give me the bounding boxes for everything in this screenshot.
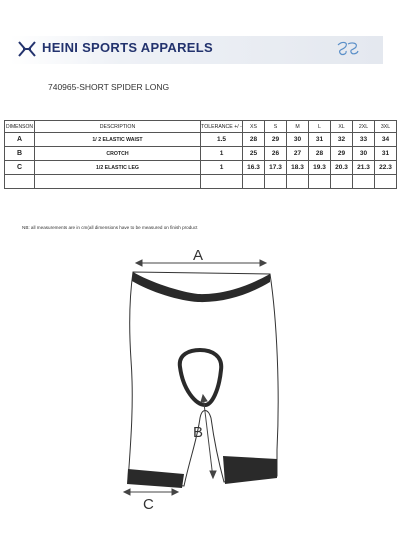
header-cell: TOLERANCE +/ - [201,121,243,133]
tolerance-cell: 1.5 [201,133,243,147]
size-cell: 25 [243,147,265,161]
size-cell: 27 [287,147,309,161]
size-cell: 18.3 [287,161,309,175]
dimension-cell: C [5,161,35,175]
size-cell: 29 [331,147,353,161]
header-cell: DIMENSON [5,121,35,133]
header-cell: L [309,121,331,133]
size-cell: 28 [243,133,265,147]
size-cell: 31 [309,133,331,147]
size-cell: 29 [265,133,287,147]
header-cell: 3XL [375,121,397,133]
size-cell: 30 [353,147,375,161]
header-cell: M [287,121,309,133]
size-cell: 19.3 [309,161,331,175]
size-cell: 31 [375,147,397,161]
dimension-cell: B [5,147,35,161]
label-c: C [143,496,154,513]
size-cell: 28 [309,147,331,161]
size-cell: 26 [265,147,287,161]
measurement-note: NB: all measurements are in cm(all dimensions have to be measured on finish product [22,225,198,230]
label-b: B [193,424,204,441]
tolerance-cell: 1 [201,161,243,175]
measurement-arrow-c [124,489,178,495]
header-cell: DESCRIPTION [35,121,201,133]
dimension-cell: A [5,133,35,147]
description-cell: 1/2 ELASTIC LEG [35,161,201,175]
size-cell: 16.3 [243,161,265,175]
size-cell: 32 [331,133,353,147]
label-a: A [193,247,204,264]
description-cell: CROTCH [35,147,201,161]
tolerance-cell: 1 [201,147,243,161]
size-cell: 34 [375,133,397,147]
leg-band-right [223,456,277,484]
description-cell: 1/ 2 ELASTIC WAIST [35,133,201,147]
brand-name: HEINI SPORTS APPARELS [42,40,213,55]
size-cell: 17.3 [265,161,287,175]
style-title: 740965-SHORT SPIDER LONG [48,82,170,92]
size-cell: 21.3 [353,161,375,175]
size-cell: 30 [287,133,309,147]
size-cell: 33 [353,133,375,147]
header-cell: XS [243,121,265,133]
header-cell: S [265,121,287,133]
header-cell: XL [331,121,353,133]
size-cell: 22.3 [375,161,397,175]
header-cell: 2XL [353,121,375,133]
size-cell: 20.3 [331,161,353,175]
